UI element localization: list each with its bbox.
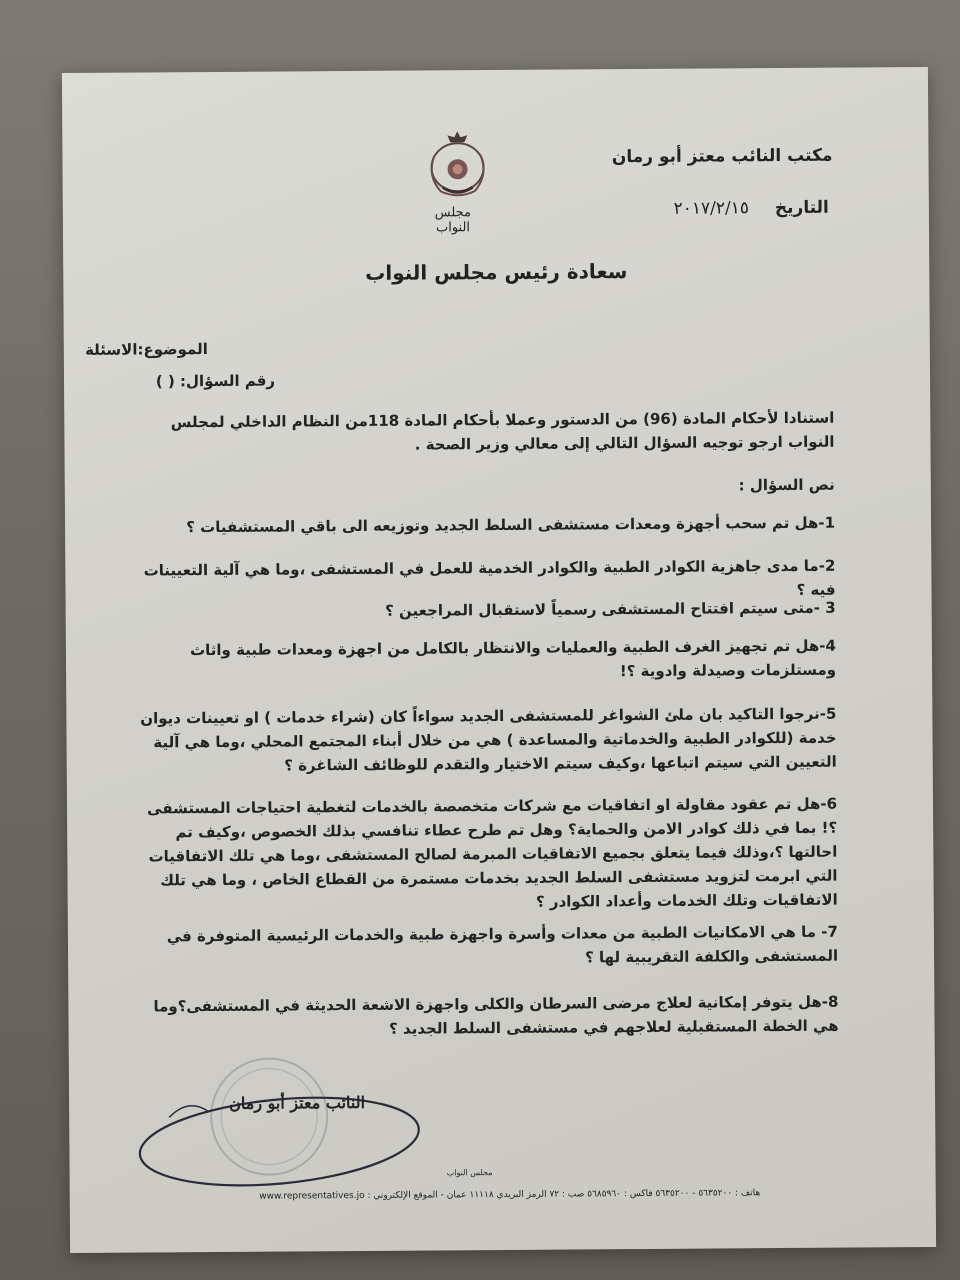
intro-paragraph: استنادا لأحكام المادة (96) من الدستور وعملا بأحكام المادة 118من النظام الداخلي لمجلس النواب ارجو توجيه السؤال التالي إلى معالي وزير الصحة . (170, 408, 835, 454)
sender-office: مكتب النائب معتز أبو رمان (611, 145, 833, 168)
question-item: 5-نرجوا التاكيد بان ملئ الشواغر للمستشفى الجديد سواءاً كان (شراء خدمات ) او تعيينات ديوان خدمة (للكوادر الطبية والخدماتية والمساعدة ) هي من خلال أبناء المجتمع المحلي ،وما هي آلية التعيين التي سيتم اتباعها ،وكيف سيتم الاختيار والتقدم للوظائف الشاغرة ؟ (140, 704, 837, 775)
question-item: 6-هل تم عقود مقاولة او اتفاقيات مع شركات متخصصة بالخدمات لتغطية احتياجات المستشفى ؟! بما في ذلك كوادر الامن والحماية؟ وهل تم طرح عطاء تنافسي بذلك الخصوص ،وكيف تم احالتها ؟،وذلك فيما يتعلق بجميع الاتفاقيات المبرمة لصالح المستشفى ،وما هي تلك الاتفاقيات التي ابرمت لتزويد مستشفى السلط الجديد بخدمات مستمرة من القطاع الخاص ، وما هي تلك الاتفاقيات وتلك الخدمات وأعداد الكوادر ؟ (147, 794, 838, 911)
jordan-emblem-icon (422, 125, 493, 205)
addressee: سعادة رئيس مجلس النواب (365, 259, 628, 285)
signature: النائب معتز أبو رمان (229, 1092, 366, 1113)
question-item: 1-هل تم سحب أجهزة ومعدات مستشفى السلط الجديد وتوزيعه الى باقي المستشفيات ؟ (186, 513, 836, 537)
question-item: 2-ما مدى جاهزية الكوادر الطبية والكوادر الخدمية للعمل في المستشفى ،وما هي آلية التعيينات فيه ؟ (143, 556, 836, 599)
letter-page (62, 67, 936, 1253)
question-number: رقم السؤال: ( ) (155, 371, 276, 391)
question-item: 4-هل تم تجهيز الغرف الطبية والعمليات والانتظار بالكامل من اجهزة ومعدات طبية واثاث ومستلزمات وصيدلة وادوية ؟! (189, 636, 837, 681)
date-label: التاريخ (774, 197, 829, 219)
date-line (674, 198, 829, 219)
footer-org: مجلس النواب (446, 1168, 493, 1178)
emblem-caption: مجلس النواب (434, 205, 472, 236)
questions-label: نص السؤال : (738, 475, 835, 495)
date-value: ٢٠١٧/٢/١٥ (673, 198, 750, 219)
subject-line: الموضوع:الاسئلة (84, 340, 208, 359)
official-stamp-icon (129, 1056, 430, 1198)
footer-contact: هاتف : ٥٦٣٥٢٠٠ - ٥٦٣٥٢٠٠ فاكس : ٥٦٨٥٩٦٠ صب : ٧٢ الرمز البريدي ١١١١٨ عمان - الموقع الإلكتروني : www.representatives.jo (259, 1188, 761, 1202)
question-item: 7- ما هي الامكانيات الطبية من معدات وأسرة واجهزة طبية والخدمات الرئيسية المتوفرة في المستشفى والكلفة التقريبية لها ؟ (166, 922, 839, 967)
question-item: 3 -متى سيتم افتتاح المستشفى رسمياً لاستقبال المراجعين ؟ (384, 598, 836, 620)
question-item: 8-هل يتوفر إمكانية لعلاج مرضى السرطان والكلى واجهزة الاشعة الحديثة في المستشفى؟وما هي الخطة المستقبلية لعلاجهم في مستشفى السلط الجديد ؟ (153, 992, 839, 1038)
